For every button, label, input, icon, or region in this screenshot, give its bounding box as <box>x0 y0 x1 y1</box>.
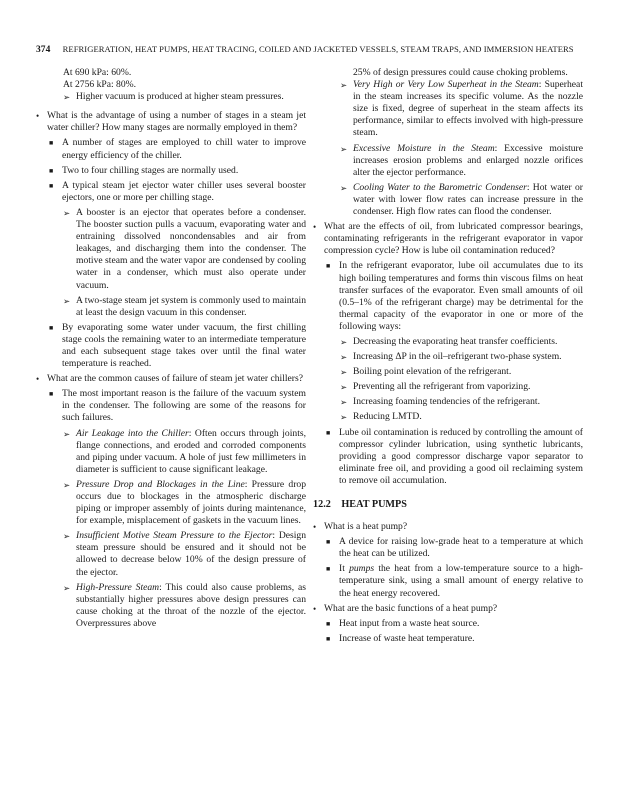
answer: ■ Two to four chilling stages are normally used. <box>49 164 239 176</box>
sub-item: ➢ Boiling point elevation of the refrigerant. <box>340 366 512 378</box>
section-title: HEAT PUMPS <box>341 499 407 510</box>
arrow-icon: ➢ <box>340 397 348 408</box>
text-line: At 690 kPa: 60%. <box>63 67 132 78</box>
question: • What is a heat pump? <box>313 521 408 533</box>
arrow-icon: ➢ <box>63 207 71 218</box>
square-bullet-icon: ■ <box>49 323 54 332</box>
square-bullet-icon: ■ <box>49 181 54 190</box>
answer: ■ Heat input from a waste heat source. <box>326 617 480 629</box>
answer: ■ Lube oil contamination is reduced by controlling the amount of compressor cylinder lubrication, using synthetic lubricants, providing a good compressor discharge vapor separator to eliminate free oil, and providing a good oil reclaiming system to remove oil accumulation. <box>326 426 583 486</box>
arrow-icon: ➢ <box>340 412 348 423</box>
sub-item: ➢ Increasing foaming tendencies of the refrigerant. <box>340 396 540 408</box>
section-number: 12.2 <box>313 499 331 510</box>
square-bullet-icon: ■ <box>326 619 331 628</box>
sub-item: ➢ Excessive Moisture in the Steam: Excessive moisture increases erosion problems and enlarged nozzle orifices alter the ejector performance. <box>340 142 583 178</box>
arrow-icon: ➢ <box>63 479 71 490</box>
bullet-icon: • <box>36 111 40 122</box>
bullet-icon: • <box>313 222 317 233</box>
question: • What is the advantage of using a number of stages in a steam jet water chiller? How many stages are normally employed in them? <box>36 110 306 134</box>
sub-item: ➢ Very High or Very Low Superheat in the Steam: Superheat in the steam increases its specific volume. As the nozzle size is fixed, degree of superheat in the steam affects its performance, similar to effects involved with high-pressure steam. <box>340 79 583 139</box>
text-line: 25% of design pressures could cause choking problems. <box>353 67 568 78</box>
question: • What are the common causes of failure of steam jet water chillers? <box>36 373 303 385</box>
sub-item: ➢ A two-stage steam jet system is commonly used to maintain at least the design vacuum in this condenser. <box>63 294 306 318</box>
square-bullet-icon: ■ <box>49 390 54 399</box>
sub-item: ➢ A booster is an ejector that operates before a condenser. The booster suction pulls a vacuum, evaporating water and entraining dissolved noncondensables and air from leakages, and discharging them into the condenser. The motive steam and the water vapor are condensed by cooling water in a condenser, which must also operate under vacuum. <box>63 206 306 291</box>
page-number: 374 <box>36 45 51 55</box>
sub-item: ➢ Pressure Drop and Blockages in the Line: Pressure drop occurs due to blockages in the atmospheric discharge piping or improper assembly of joints during maintenance, for example, misplacement of gaskets in the vacuum lines. <box>63 478 306 527</box>
arrow-icon: ➢ <box>63 295 71 306</box>
square-bullet-icon: ■ <box>326 634 331 643</box>
sub-item: ➢ Higher vacuum is produced at higher steam pressures. <box>63 91 284 103</box>
bullet-icon: • <box>36 374 40 385</box>
square-bullet-icon: ■ <box>326 428 331 437</box>
bullet-icon: • <box>313 522 317 533</box>
square-bullet-icon: ■ <box>49 139 54 148</box>
sub-item: ➢ Insufficient Motive Steam Pressure to the Ejector: Design steam pressure should be ensured and it should not be allowed to decrease below 10% of the design pressure of the ejector. <box>63 530 306 578</box>
answer: ■ In the refrigerant evaporator, lube oil accumulates due to its high boiling temperatures and forms thin viscous films on heat transfer surfaces of the evaporator. Even small amounts of oil (0.5–1% of the refrigerant charge) may be detrimental for the thermal capacity of the evaporator in one or more of the following ways: <box>326 260 583 332</box>
answer: ■ A number of stages are employed to chill water to improve energy efficiency of the chiller. <box>49 137 306 161</box>
arrow-icon: ➢ <box>340 367 348 378</box>
question: • What are the effects of oil, from lubricated compressor bearings, contaminating refrigerants in the refrigerant evaporator in vapor compression cycle? How is lube oil contamination reduced? <box>313 221 583 257</box>
arrow-icon: ➢ <box>340 352 348 363</box>
arrow-icon: ➢ <box>63 582 71 593</box>
answer: ■ By evaporating some water under vacuum, the first chilling stage cools the remaining water to an intermediate temperature and each subsequent stage takes over until the final water temperature is reached. <box>49 321 306 370</box>
answer: ■ The most important reason is the failure of the vacuum system in the condenser. The following are some of the reasons for such failures. <box>49 388 306 424</box>
sub-item: ➢ Decreasing the evaporating heat transfer coefficients. <box>340 335 558 347</box>
arrow-icon: ➢ <box>340 143 348 154</box>
left-column <box>36 67 306 633</box>
section-heading <box>313 499 583 511</box>
answer: ■ Increase of waste heat temperature. <box>326 632 475 644</box>
arrow-icon: ➢ <box>340 336 348 347</box>
square-bullet-icon: ■ <box>326 262 331 271</box>
arrow-icon: ➢ <box>340 382 348 393</box>
arrow-icon: ➢ <box>340 80 348 91</box>
text-line: At 2756 kPa: 80%. <box>63 79 137 91</box>
arrow-icon: ➢ <box>340 182 348 193</box>
sub-item: ➢ Reducing LMTD. <box>340 411 422 423</box>
sub-item: ➢ Increasing ΔP in the oil–refrigerant two-phase system. <box>340 351 562 363</box>
square-bullet-icon: ■ <box>326 538 331 547</box>
answer: ■ A typical steam jet ejector water chiller uses several booster ejectors, one or more per chilling stage. <box>49 179 306 203</box>
answer: ■ A device for raising low-grade heat to a temperature at which the heat can be utilized. <box>326 536 583 560</box>
square-bullet-icon: ■ <box>49 166 54 175</box>
sub-item: ➢ High-Pressure Steam: This could also cause problems, as substantially higher pressures above design pressures can cause choking at the throat of the nozzle of the ejector. Overpressures above <box>63 581 306 629</box>
sub-item: ➢ Cooling Water to the Barometric Condenser: Hot water or water with lower flow rates can increase pressure in the condenser. High flow rates can flood the condenser. <box>340 181 583 218</box>
arrow-icon: ➢ <box>63 428 71 439</box>
arrow-icon: ➢ <box>63 92 71 103</box>
arrow-icon: ➢ <box>63 531 71 542</box>
sub-item: ➢ Air Leakage into the Chiller: Often occurs through joints, flange connections, and eroded and corroded components and piping under vacuum. A hole of just few millimeters in diameter is sufficient to cause significant leakage. <box>63 427 306 475</box>
running-title: REFRIGERATION, HEAT PUMPS, HEAT TRACING, COILED AND JACKETED VESSELS, STEAM TRAPS, AND IMMERSION HEATERS <box>62 44 574 54</box>
question: • What are the basic functions of a heat pump? <box>313 602 498 614</box>
square-bullet-icon: ■ <box>326 565 331 574</box>
bullet-icon: • <box>313 603 317 614</box>
answer: ■ It pumps the heat from a low-temperature source to a high-temperature sink, using a small amount of energy relative to the heat energy recovered. <box>326 563 583 599</box>
sub-item: ➢ Preventing all the refrigerant from vaporizing. <box>340 381 531 393</box>
running-header <box>36 44 581 58</box>
right-column <box>313 67 583 648</box>
